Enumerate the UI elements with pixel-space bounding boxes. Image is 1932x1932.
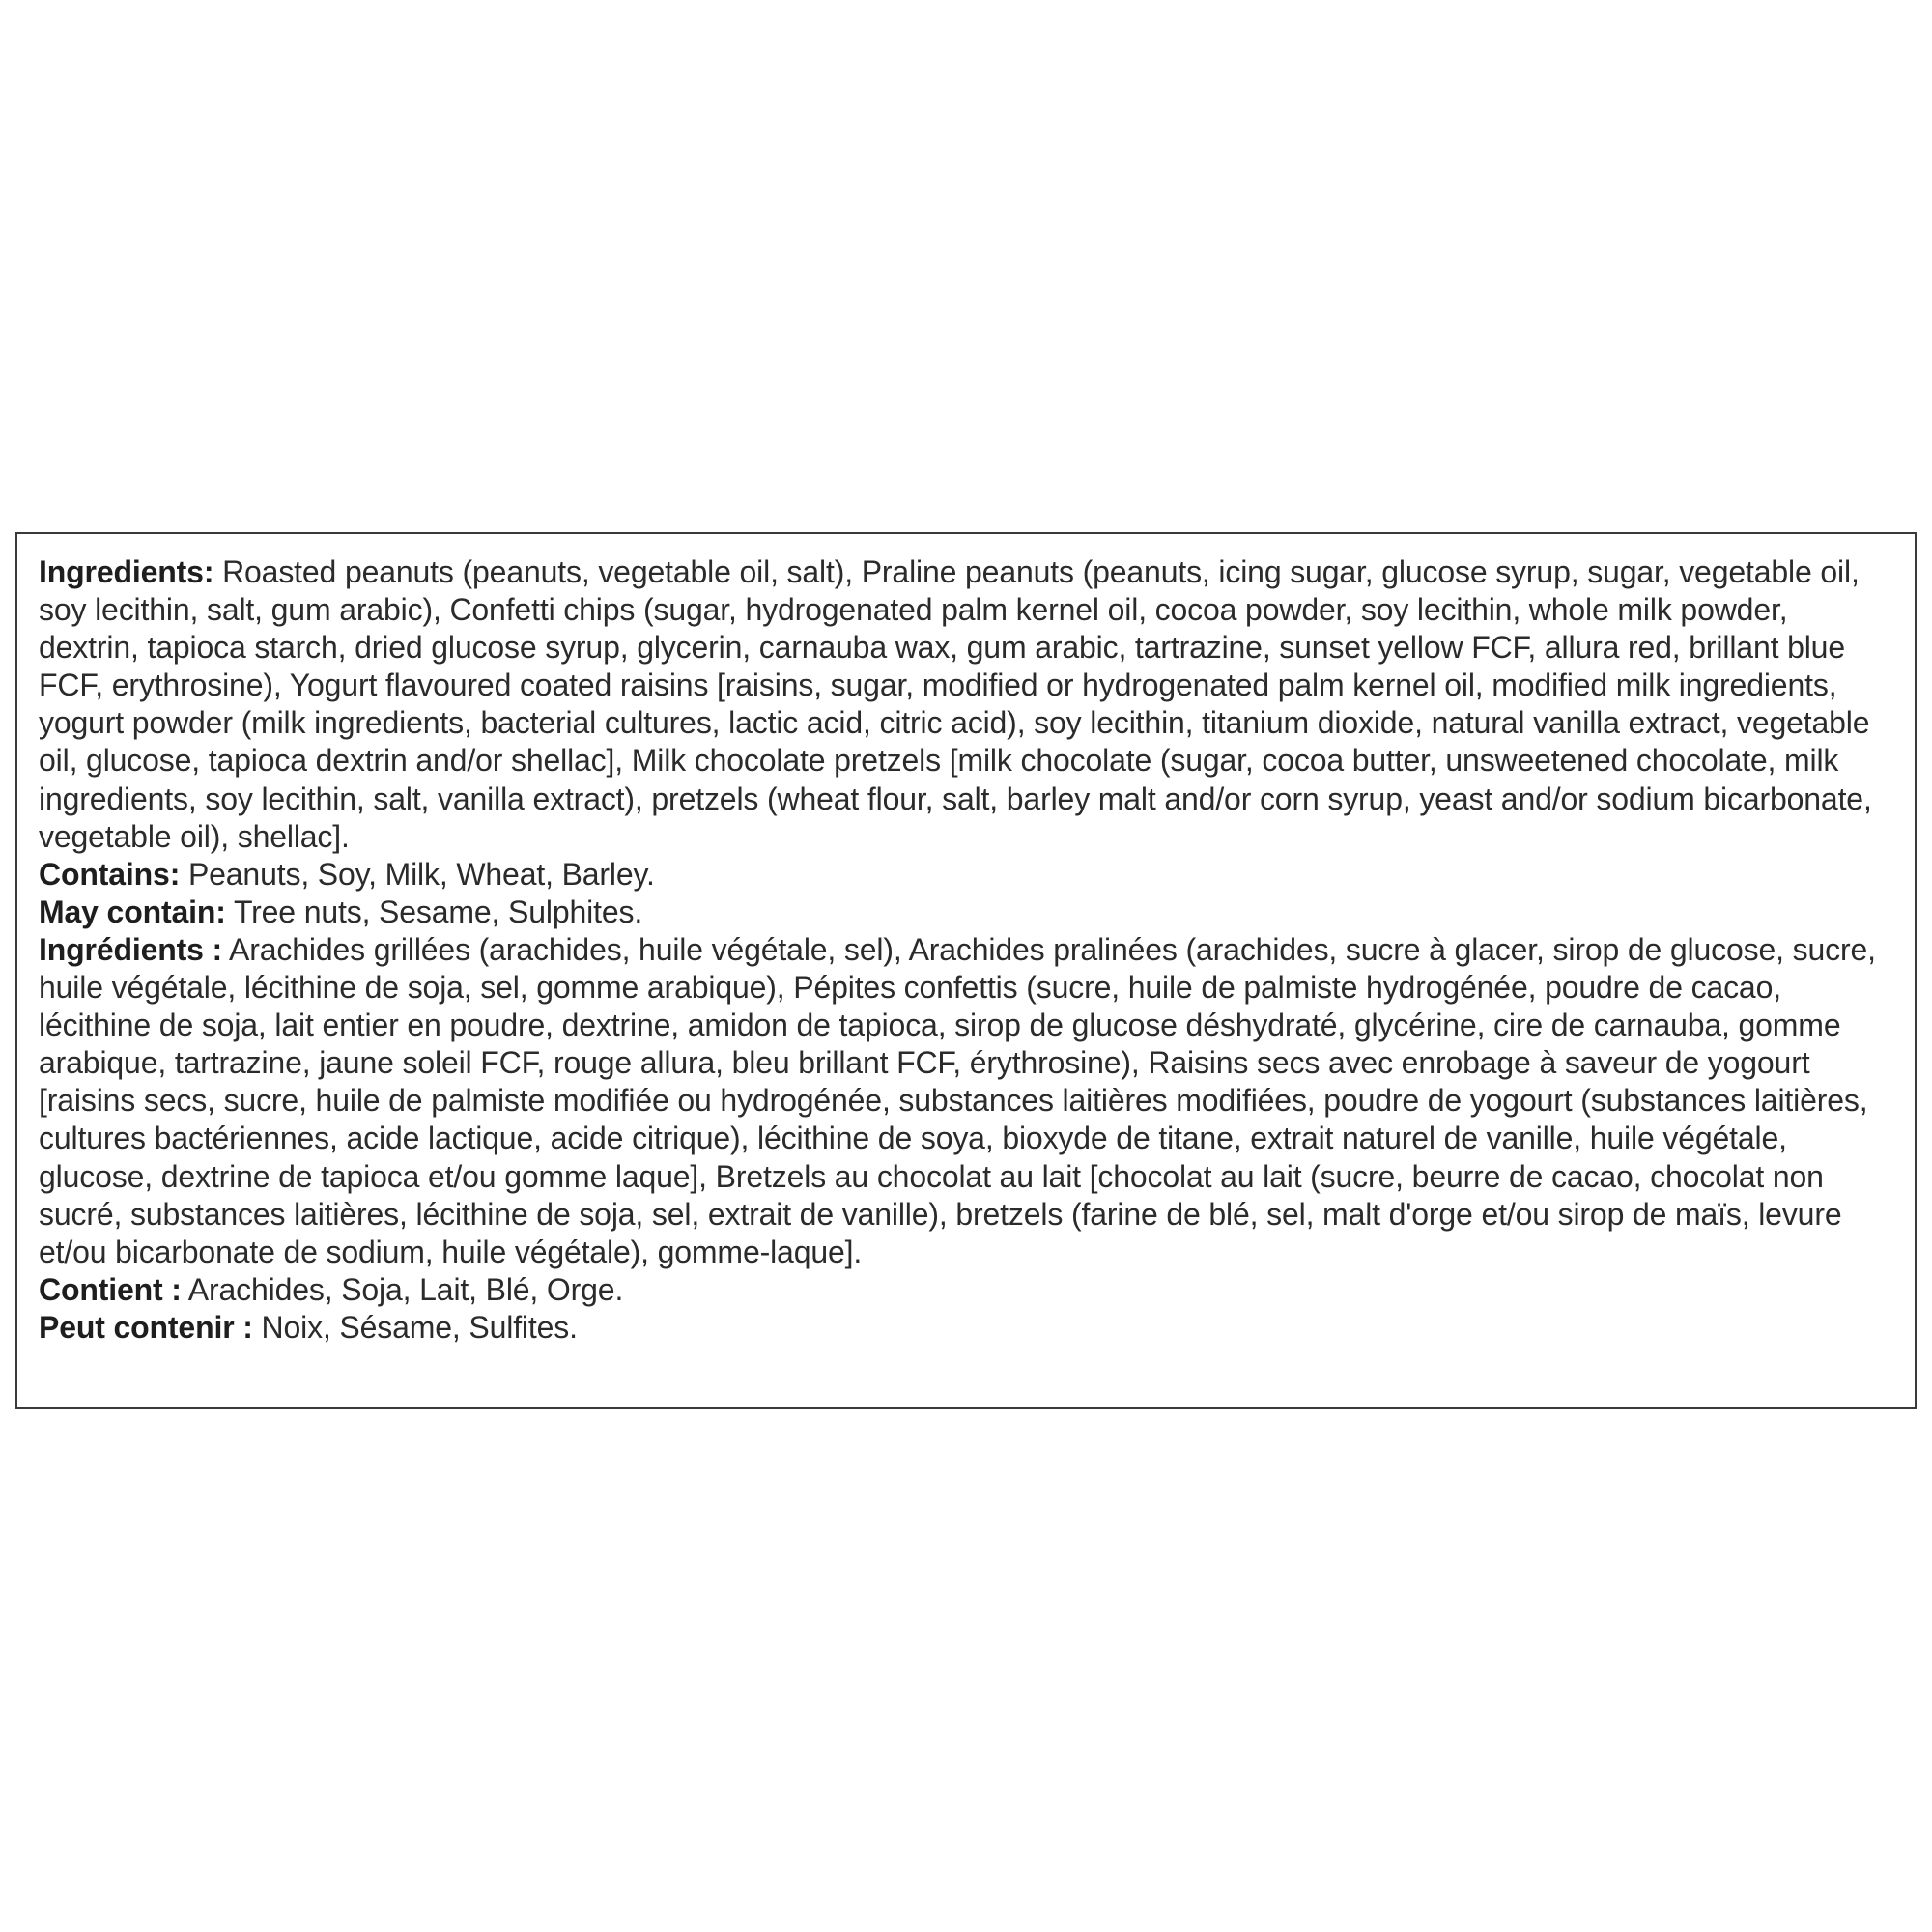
ingredients-heading-fr: Ingrédients : (39, 931, 223, 967)
may-contain-paragraph-fr (39, 1309, 1895, 1347)
ingredients-text-en: Roasted peanuts (peanuts, vegetable oil, salt), Praline peanuts (peanuts, icing sugar, glucose syrup, sugar, vegetable oil, soy lecithin, salt, gum arabic), Confetti chips (sugar, hydrogenated palm kernel oil, cocoa powder, soy lecithin, whole milk powder, dextrin, tapioca starch, dried glucose syrup, glycerin, carnauba wax, gum arabic, tartrazine, sunset yellow FCF, allura red, brillant blue FCF, erythrosine), Yogurt flavoured coated raisins [raisins, sugar, modified or hydrogenated palm kernel oil, modified milk ingredients, yogurt powder (milk ingredients, bacterial cultures, lactic acid, citric acid), soy lecithin, titanium dioxide, natural vanilla extract, vegetable oil, glucose, tapioca dextrin and/or shellac], Milk chocolate pretzels [milk chocolate (sugar, cocoa butter, unsweetened chocolate, milk ingredients, soy lecithin, salt, vanilla extract), pretzels (wheat flour, salt, barley malt and/or corn syrup, yeast and/or sodium bicarbonate, vegetable oil), shellac]. (39, 554, 1872, 854)
contains-text-en: Peanuts, Soy, Milk, Wheat, Barley. (180, 856, 655, 892)
may-contain-paragraph-en (39, 894, 1895, 931)
may-contain-text-fr: Noix, Sésame, Sulfites. (252, 1309, 578, 1345)
contains-paragraph-en (39, 856, 1895, 894)
may-contain-heading-en: May contain: (39, 894, 226, 929)
ingredients-label-panel (15, 532, 1917, 1409)
may-contain-heading-fr: Peut contenir : (39, 1309, 253, 1345)
contains-text-fr: Arachides, Soja, Lait, Blé, Orge. (181, 1271, 624, 1307)
ingredients-paragraph-fr (39, 931, 1895, 1271)
contains-heading-en: Contains: (39, 856, 181, 892)
may-contain-text-en: Tree nuts, Sesame, Sulphites. (225, 894, 643, 929)
ingredients-heading-en: Ingredients: (39, 554, 214, 589)
contains-paragraph-fr (39, 1271, 1895, 1309)
contains-heading-fr: Contient : (39, 1271, 182, 1307)
ingredients-text-fr: Arachides grillées (arachides, huile végétale, sel), Arachides pralinées (arachides, sucre à glacer, sirop de glucose, sucre, huile végétale, lécithine de soja, sel, gomme arabique), Pépites confettis (sucre, huile de palmiste hydrogénée, poudre de cacao, lécithine de soja, lait entier en poudre, dextrine, amidon de tapioca, sirop de glucose déshydraté, glycérine, cire de carnauba, gomme arabique, tartrazine, jaune soleil FCF, rouge allura, bleu brillant FCF, érythrosine), Raisins secs avec enrobage à saveur de yogourt [raisins secs, sucre, huile de palmiste modifiée ou hydrogénée, substances laitières modifiées, poudre de yogourt (substances laitières, cultures bactériennes, acide lactique, acide citrique), lécithine de soya, bioxyde de titane, extrait naturel de vanille, huile végétale, glucose, dextrine de tapioca et/ou gomme laque], Bretzels au chocolat au lait [chocolat au lait (sucre, beurre de cacao, chocolat non sucré, substances laitières, lécithine de soja, sel, extrait de vanille), bretzels (farine de blé, sel, malt d'orge et/ou sirop de maïs, levure et/ou bicarbonate de sodium, huile végétale), gomme-laque]. (39, 931, 1876, 1269)
ingredients-paragraph-en (39, 554, 1895, 856)
